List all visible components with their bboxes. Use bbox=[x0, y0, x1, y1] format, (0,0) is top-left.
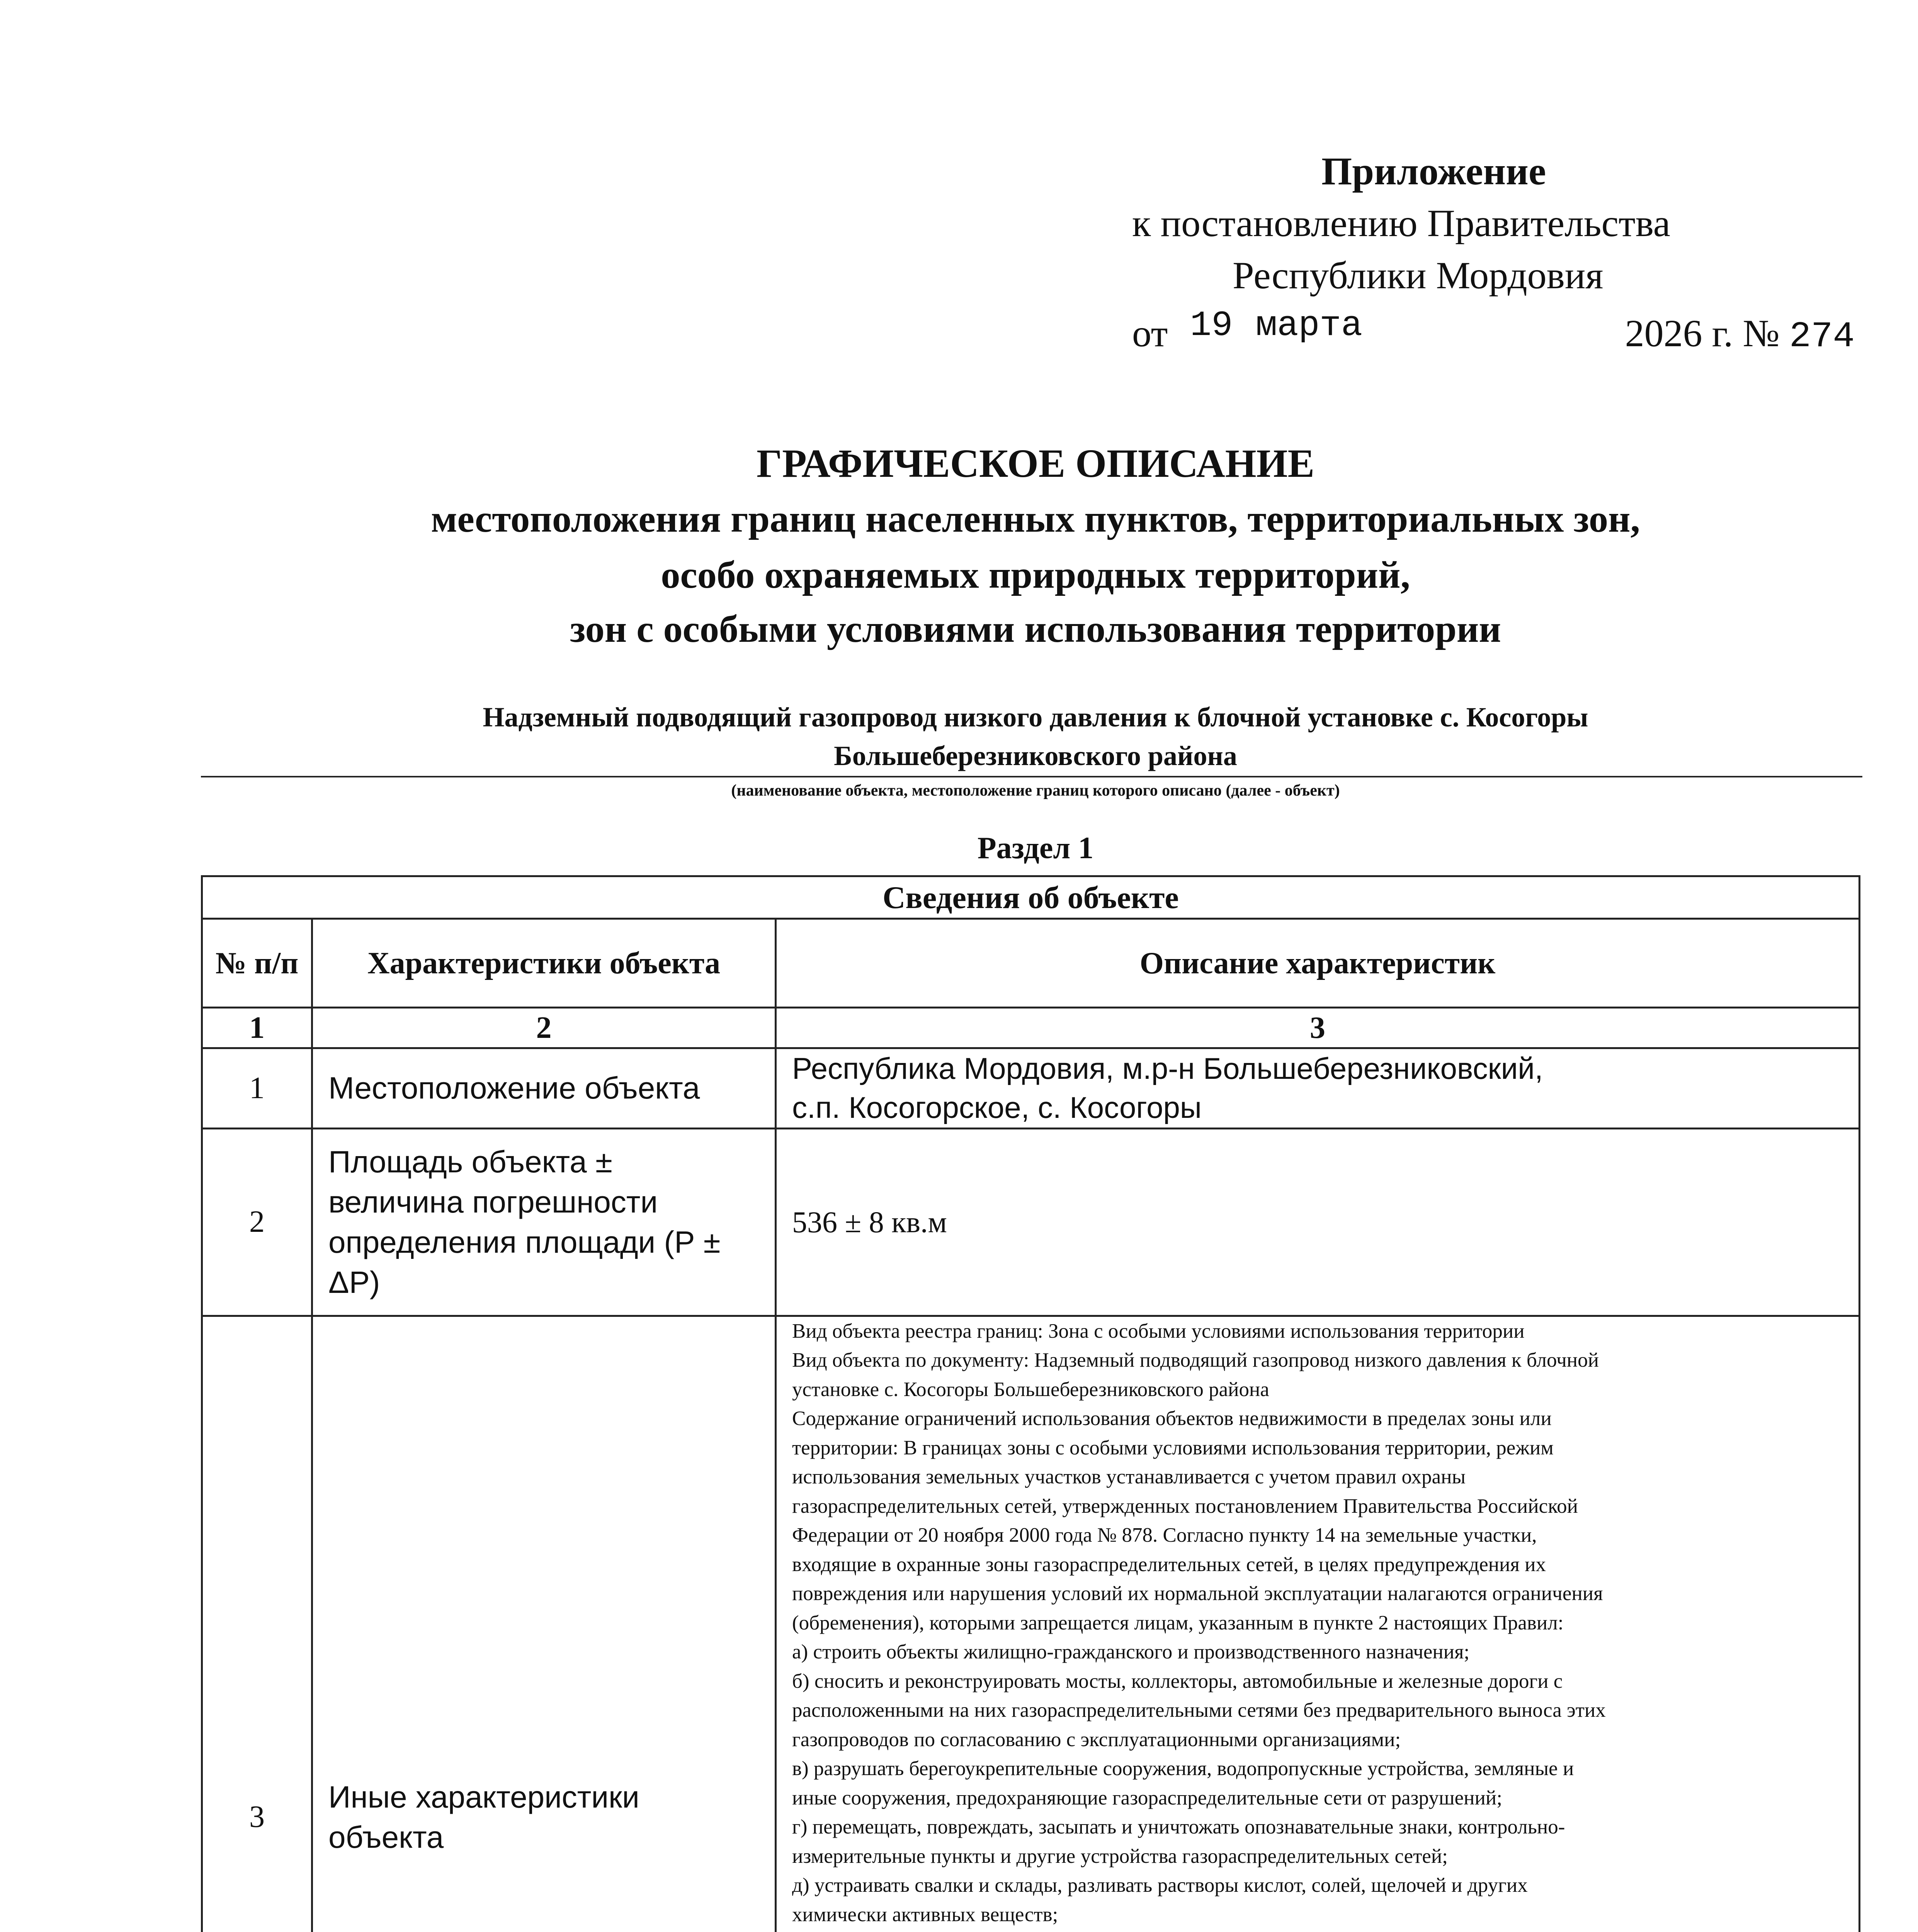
text-line: химически активных веществ; bbox=[792, 1903, 1058, 1926]
text-line: установке с. Косогоры Большеберезниковского района bbox=[792, 1378, 1269, 1401]
document-subtitle-line-1: местоположения границ населенных пунктов, территориальных зон, bbox=[431, 497, 1640, 540]
row-number: 3 bbox=[202, 1316, 312, 1932]
text-line: входящие в охранные зоны газораспределительных сетей, в целях предупреждения их bbox=[792, 1553, 1546, 1576]
row-characteristic bbox=[312, 1128, 776, 1316]
object-name-underline bbox=[201, 776, 1862, 777]
date-prefix: от bbox=[1132, 312, 1168, 355]
appendix-line-1: к постановлению Правительства bbox=[1132, 202, 1671, 245]
object-name-line-2: Большеберезниковского района bbox=[834, 740, 1237, 771]
header-characteristic: Характеристики объекта bbox=[312, 919, 776, 1008]
table-caption: Сведения об объекте bbox=[202, 876, 1860, 919]
other-label-line-1: Иные характеристики bbox=[328, 1779, 639, 1814]
text-line: (обременения), которыми запрещается лицам, указанным в пункте 2 настоящих Правил: bbox=[792, 1611, 1564, 1634]
row-number: 2 bbox=[202, 1128, 312, 1316]
text-line: газораспределительных сетей, утвержденных постановлением Правительства Российской bbox=[792, 1495, 1578, 1517]
date-year: 2026 г. № bbox=[1625, 312, 1780, 355]
text-line: измерительные пункты и другие устройства газораспределительных сетей; bbox=[792, 1845, 1448, 1867]
date-month: марта bbox=[1256, 305, 1363, 346]
text-line: Вид объекта реестра границ: Зона с особыми условиями использования территории bbox=[792, 1320, 1525, 1342]
object-name-line-1: Надземный подводящий газопровод низкого давления к блочной установке с. Косогоры bbox=[483, 702, 1588, 733]
location-line-2: с.п. Косогорское, с. Косогоры bbox=[792, 1090, 1202, 1125]
other-label-line-2: объекта bbox=[328, 1820, 444, 1854]
date-day: 19 bbox=[1190, 305, 1233, 346]
text-line: газопроводов по согласованию с эксплуатационными организациями; bbox=[792, 1728, 1401, 1751]
text-line: повреждения или нарушения условий их нормальной эксплуатации налагаются ограничения bbox=[792, 1582, 1603, 1605]
appendix-title: Приложение bbox=[1321, 150, 1546, 193]
area-label-line-2: величина погрешности bbox=[328, 1184, 658, 1219]
location-line-1: Республика Мордовия, м.р-н Большеберезниковский, bbox=[792, 1051, 1543, 1085]
text-line: Содержание ограничений использования объектов недвижимости в пределах зоны или bbox=[792, 1407, 1552, 1430]
appendix-line-2: Республики Мордовия bbox=[1233, 254, 1603, 297]
row-characteristic bbox=[312, 1316, 776, 1932]
text-line: г) перемещать, повреждать, засыпать и уничтожать опознавательные знаки, контрольно- bbox=[792, 1816, 1565, 1838]
row-number: 1 bbox=[202, 1048, 312, 1129]
table-row bbox=[202, 1048, 1860, 1129]
object-info-table bbox=[201, 875, 1860, 1932]
other-characteristics bbox=[776, 1316, 1860, 1932]
appendix-date-line bbox=[1132, 305, 1855, 355]
text-line: территории: В границах зоны с особыми условиями использования территории, режим bbox=[792, 1436, 1554, 1459]
text-line: д) устраивать свалки и склады, разливать растворы кислот, солей, щелочей и других bbox=[792, 1874, 1528, 1897]
text-line: в) разрушать берегоукрепительные сооружения, водопропускные устройства, земляные и bbox=[792, 1757, 1574, 1780]
date-year-number bbox=[1625, 311, 1855, 357]
column-number-1: 1 bbox=[202, 1008, 312, 1048]
area-label-line-1: Площадь объекта ± bbox=[328, 1144, 612, 1179]
document-subtitle-line-2: особо охраняемых природных территорий, bbox=[661, 553, 1410, 596]
text-line: Федерации от 20 ноября 2000 года № 878. Согласно пункту 14 на земельные участки, bbox=[792, 1524, 1537, 1547]
row-description bbox=[776, 1048, 1860, 1129]
text-line: а) строить объекты жилищно-гражданского и производственного назначения; bbox=[792, 1641, 1470, 1663]
document-subtitle-line-3: зон с особыми условиями использования территории bbox=[570, 607, 1501, 650]
object-name-caption: (наименование объекта, местоположение границ которого описано (далее - объект) bbox=[731, 782, 1340, 799]
text-line: б) сносить и реконструировать мосты, коллекторы, автомобильные и железные дороги с bbox=[792, 1670, 1563, 1692]
row-characteristic: Местоположение объекта bbox=[312, 1048, 776, 1129]
text-line: расположенными на них газораспределительными сетями без предварительного выноса этих bbox=[792, 1699, 1606, 1722]
section-title: Раздел 1 bbox=[977, 831, 1094, 865]
text-line: иные сооружения, предохраняющие газораспределительные сети от разрушений; bbox=[792, 1786, 1502, 1809]
text-line: использования земельных участков устанавливается с учетом правил охраны bbox=[792, 1466, 1466, 1488]
table-row bbox=[202, 1316, 1860, 1932]
text-line bbox=[792, 1929, 1847, 1932]
header-num: № п/п bbox=[202, 919, 312, 1008]
area-label-line-4: ΔР) bbox=[328, 1265, 380, 1299]
column-number-2: 2 bbox=[312, 1008, 776, 1048]
header-description: Описание характеристик bbox=[776, 919, 1860, 1008]
area-value: 536 ± 8 кв.м bbox=[776, 1128, 1860, 1316]
area-label-line-3: определения площади (Р ± bbox=[328, 1225, 721, 1259]
column-number-3: 3 bbox=[776, 1008, 1860, 1048]
text-line: Вид объекта по документу: Надземный подводящий газопровод низкого давления к блочной bbox=[792, 1349, 1599, 1372]
table-row bbox=[202, 1128, 1860, 1316]
decree-number: 274 bbox=[1789, 316, 1855, 357]
document-title: ГРАФИЧЕСКОЕ ОПИСАНИЕ bbox=[757, 441, 1314, 486]
